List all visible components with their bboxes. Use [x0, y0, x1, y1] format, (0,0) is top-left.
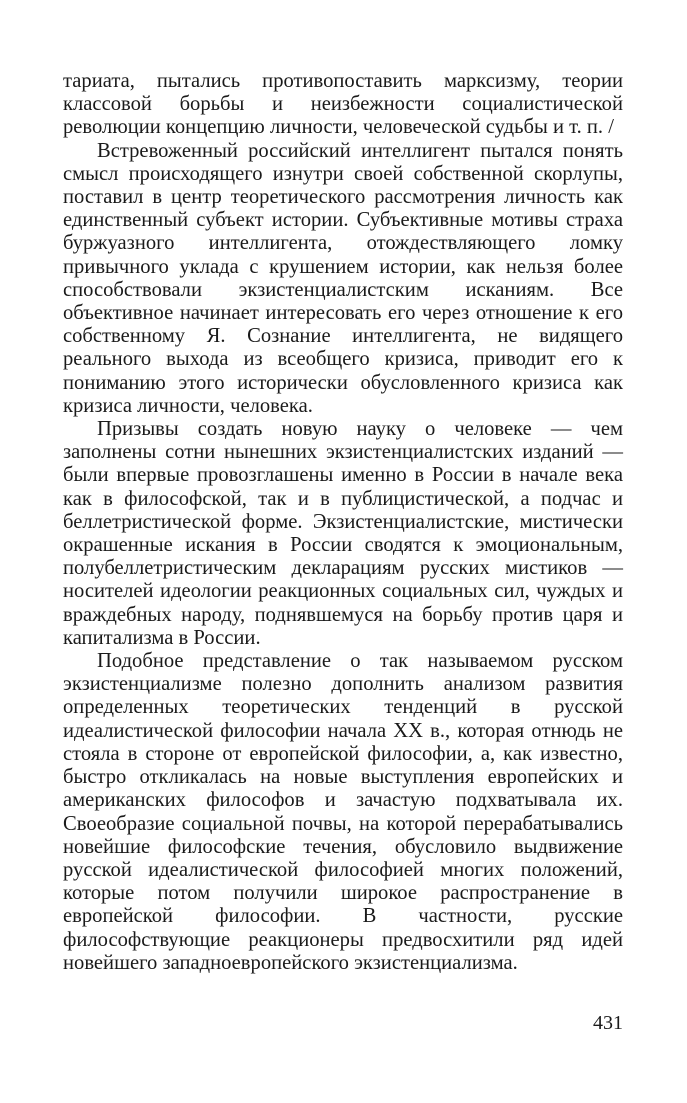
page-number: 431	[593, 1012, 623, 1034]
paragraph-2: Встревоженный российский интеллигент пытался понять смысл происходящего изнутри своей собственной скорлупы, поставил в центр теоретического рассмотрения личность как единственный субъект истории. Субъективные мотивы страха буржуазного интеллигента, отождествляющего ломку привычного уклада с крушением истории, как нельзя более способствовали экзистенциалистским исканиям. Все объективное начинает интересовать его через отношение к его собственному Я. Сознание интеллигента, не видящего реального выхода из всеобщего кризиса, приводит его к пониманию этого исторически обусловленного кризиса как кризиса личности, человека.	[63, 139, 623, 417]
page-body	[63, 70, 623, 975]
paragraph-1: тариата, пытались противопоставить марксизму, теории классовой борьбы и неизбежности социалистической революции концепцию личности, человеческой судьбы и т. п. /	[63, 70, 623, 139]
paragraph-3: Призывы создать новую науку о человеке — чем заполнены сотни нынешних экзистенциалистских изданий — были впервые провозглашены именно в России в начале века как в философской, так и в публицистической, а подчас и беллетристической форме. Экзистенциалистские, мистически окрашенные искания в России сводятся к эмоциональным, полубеллетристическим декларациям русских мистиков — носителей идеологии реакционных социальных сил, чуждых и враждебных народу, поднявшемуся на борьбу против царя и капитализма в России.	[63, 418, 623, 649]
paragraph-4: Подобное представление о так называемом русском экзистенциализме полезно дополнить анализом развития определенных теоретических тенденций в русской идеалистической философии начала XX в., которая отнюдь не стояла в стороне от европейской философии, а, как известно, быстро откликалась на новые выступления европейских и американских философов и зачастую подхватывала их. Своеобразие социальной почвы, на которой перерабатывались новейшие философские течения, обусловило выдвижение русской идеалистической философией многих положений, которые потом получили широкое распространение в европейской философии. В частности, русские философствующие реакционеры предвосхитили ряд идей новейшего западноевропейского экзистенциализма.	[63, 650, 623, 974]
